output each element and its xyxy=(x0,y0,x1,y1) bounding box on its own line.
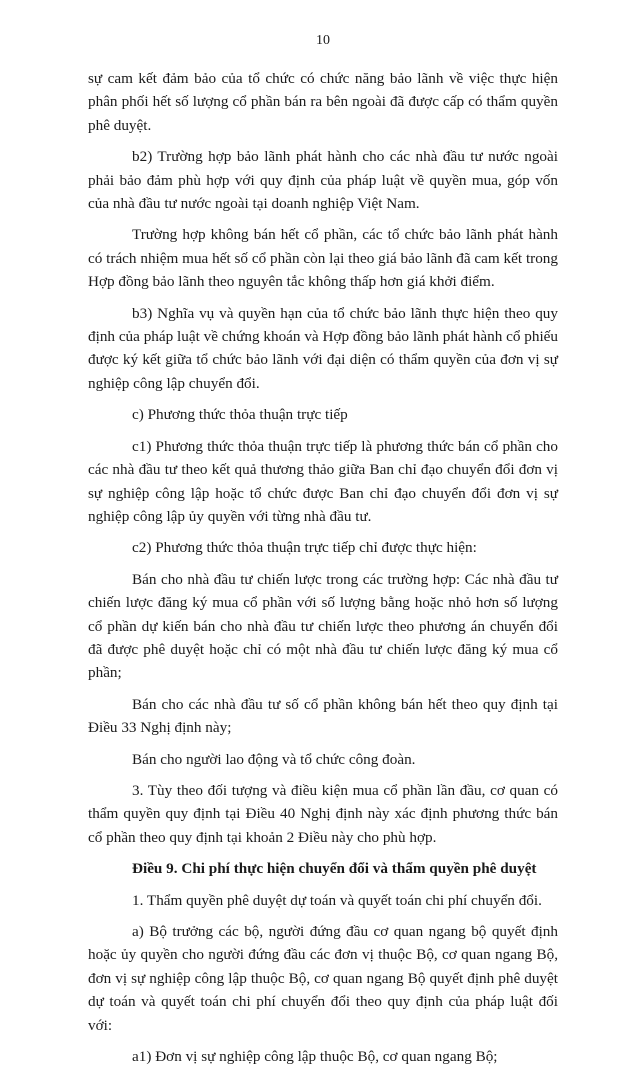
paragraph-clause-3: 3. Tùy theo đối tượng và điều kiện mua cổ phần lần đầu, cơ quan có thẩm quyền quy định tại Điều 40 Nghị định này xác định phương thức bán cổ phần theo quy định tại khoản 2 Điều này cho phù hợp. xyxy=(88,781,558,846)
paragraph-strategic-investor: Bán cho nhà đầu tư chiến lược trong các trường hợp: Các nhà đầu tư chiến lược đăng ký mua cổ phần với số lượng bằng hoặc nhỏ hơn số lượng cổ phần dự kiến bán cho nhà đầu tư chiến lược theo phương án chuyển đổi đã được phê duyệt hoặc chỉ có một nhà đầu tư chiến lược đăng ký mua cổ phần; xyxy=(88,570,558,682)
paragraph-employees: Bán cho người lao động và tổ chức công đoàn. xyxy=(132,750,416,768)
paragraph-c2: c2) Phương thức thỏa thuận trực tiếp chỉ được thực hiện: xyxy=(132,539,477,557)
paragraph-unsold-shares: Trường hợp không bán hết cổ phần, các tổ chức bảo lãnh phát hành có trách nhiệm mua hết số cổ phần còn lại theo giá bảo lãnh đã cam kết trong Hợp đồng bảo lãnh theo nguyên tắc không thấp hơn giá khởi điểm. xyxy=(88,226,558,291)
paragraph-b2: b2) Trường hợp bảo lãnh phát hành cho các nhà đầu tư nước ngoài phải bảo đảm phù hợp với quy định của pháp luật về quyền mua, góp vốn của nhà đầu tư nước ngoài tại doanh nghiệp Việt Nam. xyxy=(88,148,558,213)
paragraph-a1: a1) Đơn vị sự nghiệp công lập thuộc Bộ, cơ quan ngang Bộ; xyxy=(132,1048,498,1066)
page-number: 10 xyxy=(316,33,330,48)
document-body xyxy=(88,67,558,1076)
paragraph-b3: b3) Nghĩa vụ và quyền hạn của tổ chức bảo lãnh thực hiện theo quy định của pháp luật về chứng khoán và Hợp đồng bảo lãnh phát hành cổ phiếu được ký kết giữa tổ chức bảo lãnh với đại diện có thẩm quyền của đơn vị sự nghiệp công lập chuyển đổi. xyxy=(88,304,558,392)
paragraph-c-heading: c) Phương thức thỏa thuận trực tiếp xyxy=(132,406,348,424)
paragraph-unsold-investors: Bán cho các nhà đầu tư số cổ phần không bán hết theo quy định tại Điều 33 Nghị định này; xyxy=(88,695,558,737)
paragraph-continuation: sự cam kết đảm bảo của tổ chức có chức năng bảo lãnh về việc thực hiện phân phối hết số lượng cổ phần bán ra bên ngoài đã được cấp có thẩm quyền phê duyệt. xyxy=(88,70,558,134)
article-9-heading: Điều 9. Chi phí thực hiện chuyển đổi và thẩm quyền phê duyệt xyxy=(132,860,537,878)
paragraph-c1: c1) Phương thức thỏa thuận trực tiếp là phương thức bán cổ phần cho các nhà đầu tư theo kết quả thương thảo giữa Ban chỉ đạo chuyển đổi đơn vị sự nghiệp công lập hoặc tổ chức được Ban chỉ đạo chuyển đổi đơn vị sự nghiệp công lập ủy quyền với từng nhà đầu tư. xyxy=(88,437,558,525)
paragraph-clause-1: 1. Thẩm quyền phê duyệt dự toán và quyết toán chi phí chuyển đổi. xyxy=(132,891,542,909)
paragraph-point-a: a) Bộ trưởng các bộ, người đứng đầu cơ quan ngang bộ quyết định hoặc ủy quyền cho người đứng đầu các đơn vị thuộc Bộ, cơ quan ngang Bộ, đơn vị sự nghiệp công lập thuộc Bộ, cơ quan ngang Bộ quyết định phê duyệt dự toán và quyết toán chi phí chuyển đổi theo quy định của pháp luật đối với: xyxy=(88,923,558,1034)
